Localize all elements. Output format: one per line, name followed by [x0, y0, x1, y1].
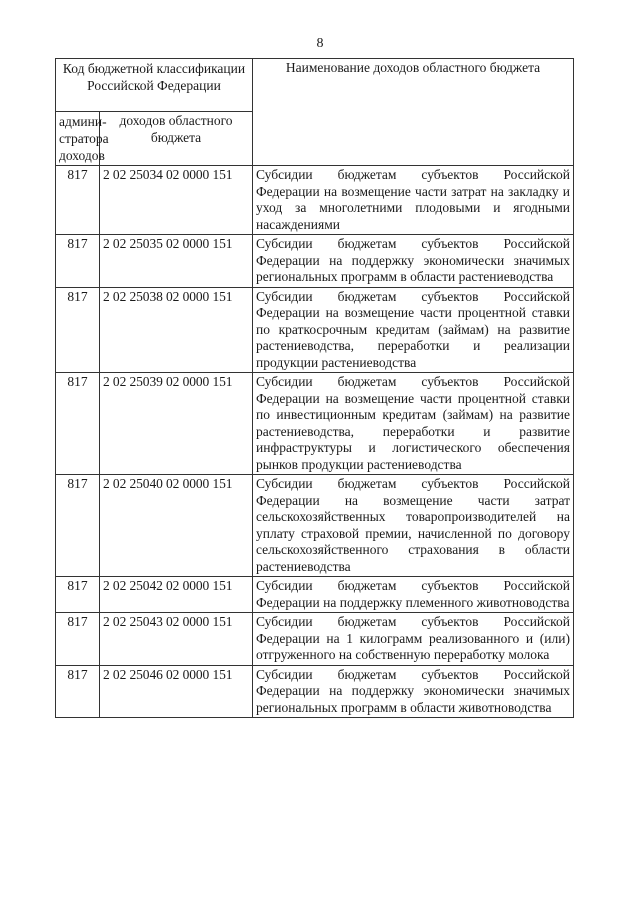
income-name-cell: Субсидии бюджетам субъектов Российской Федерации на поддержку экономически значимых региональных программ в области животноводства [253, 665, 574, 718]
table-row [56, 287, 574, 373]
income-name-cell: Субсидии бюджетам субъектов Российской Федерации на возмещение части затрат на закладку и уход за многолетними плодовыми и ягодными насаждениями [253, 166, 574, 235]
budget-code-cell: 2 02 25034 02 0000 151 [100, 166, 253, 235]
table-row [56, 577, 574, 613]
income-name-cell: Субсидии бюджетам субъектов Российской Федерации на возмещение части процентной ставки по краткосрочным кредитам (займам) на развитие растениеводства, переработки и реализации продукции растениеводства [253, 287, 574, 373]
admin-code-cell: 817 [56, 613, 100, 666]
income-name-cell: Субсидии бюджетам субъектов Российской Федерации на возмещение части затрат сельскохозяйственных товаропроизводителей на уплату страховой премии, начисленной по договору сельскохозяйственного страхования в области растениеводства [253, 475, 574, 577]
budget-code-cell: 2 02 25040 02 0000 151 [100, 475, 253, 577]
budget-classification-table [55, 58, 574, 718]
page-number: 8 [316, 36, 324, 51]
code-group-header: Код бюджетной классификации Российской Федерации [56, 59, 253, 112]
admin-code-cell: 817 [56, 235, 100, 288]
table-row [56, 665, 574, 718]
name-column-header: Наименование доходов областного бюджета [253, 59, 574, 166]
table-row [56, 613, 574, 666]
table-row [56, 373, 574, 475]
budget-code-cell: 2 02 25039 02 0000 151 [100, 373, 253, 475]
budget-code-cell: 2 02 25046 02 0000 151 [100, 665, 253, 718]
income-column-header: доходов областного бюджета [100, 112, 253, 166]
admin-column-header: админи-стратора доходов [56, 112, 100, 166]
income-name-cell: Субсидии бюджетам субъектов Российской Федерации на поддержку племенного животноводства [253, 577, 574, 613]
admin-code-cell: 817 [56, 577, 100, 613]
admin-code-cell: 817 [56, 665, 100, 718]
table-header-row [56, 59, 574, 112]
budget-code-cell: 2 02 25042 02 0000 151 [100, 577, 253, 613]
admin-code-cell: 817 [56, 166, 100, 235]
admin-code-cell: 817 [56, 287, 100, 373]
income-name-cell: Субсидии бюджетам субъектов Российской Федерации на поддержку экономически значимых региональных программ в области растениеводства [253, 235, 574, 288]
budget-code-cell: 2 02 25035 02 0000 151 [100, 235, 253, 288]
table-row [56, 475, 574, 577]
admin-code-cell: 817 [56, 475, 100, 577]
income-name-cell: Субсидии бюджетам субъектов Российской Федерации на возмещение части процентной ставки по инвестиционным кредитам (займам) на развитие растениеводства, переработки и развитие инфраструктуры и логистического обеспечения рынков продукции растениеводства [253, 373, 574, 475]
budget-code-cell: 2 02 25038 02 0000 151 [100, 287, 253, 373]
budget-code-cell: 2 02 25043 02 0000 151 [100, 613, 253, 666]
table-row [56, 235, 574, 288]
table-row [56, 166, 574, 235]
admin-code-cell: 817 [56, 373, 100, 475]
income-name-cell: Субсидии бюджетам субъектов Российской Федерации на 1 килограмм реализованного и (или) отгруженного на собственную переработку молока [253, 613, 574, 666]
